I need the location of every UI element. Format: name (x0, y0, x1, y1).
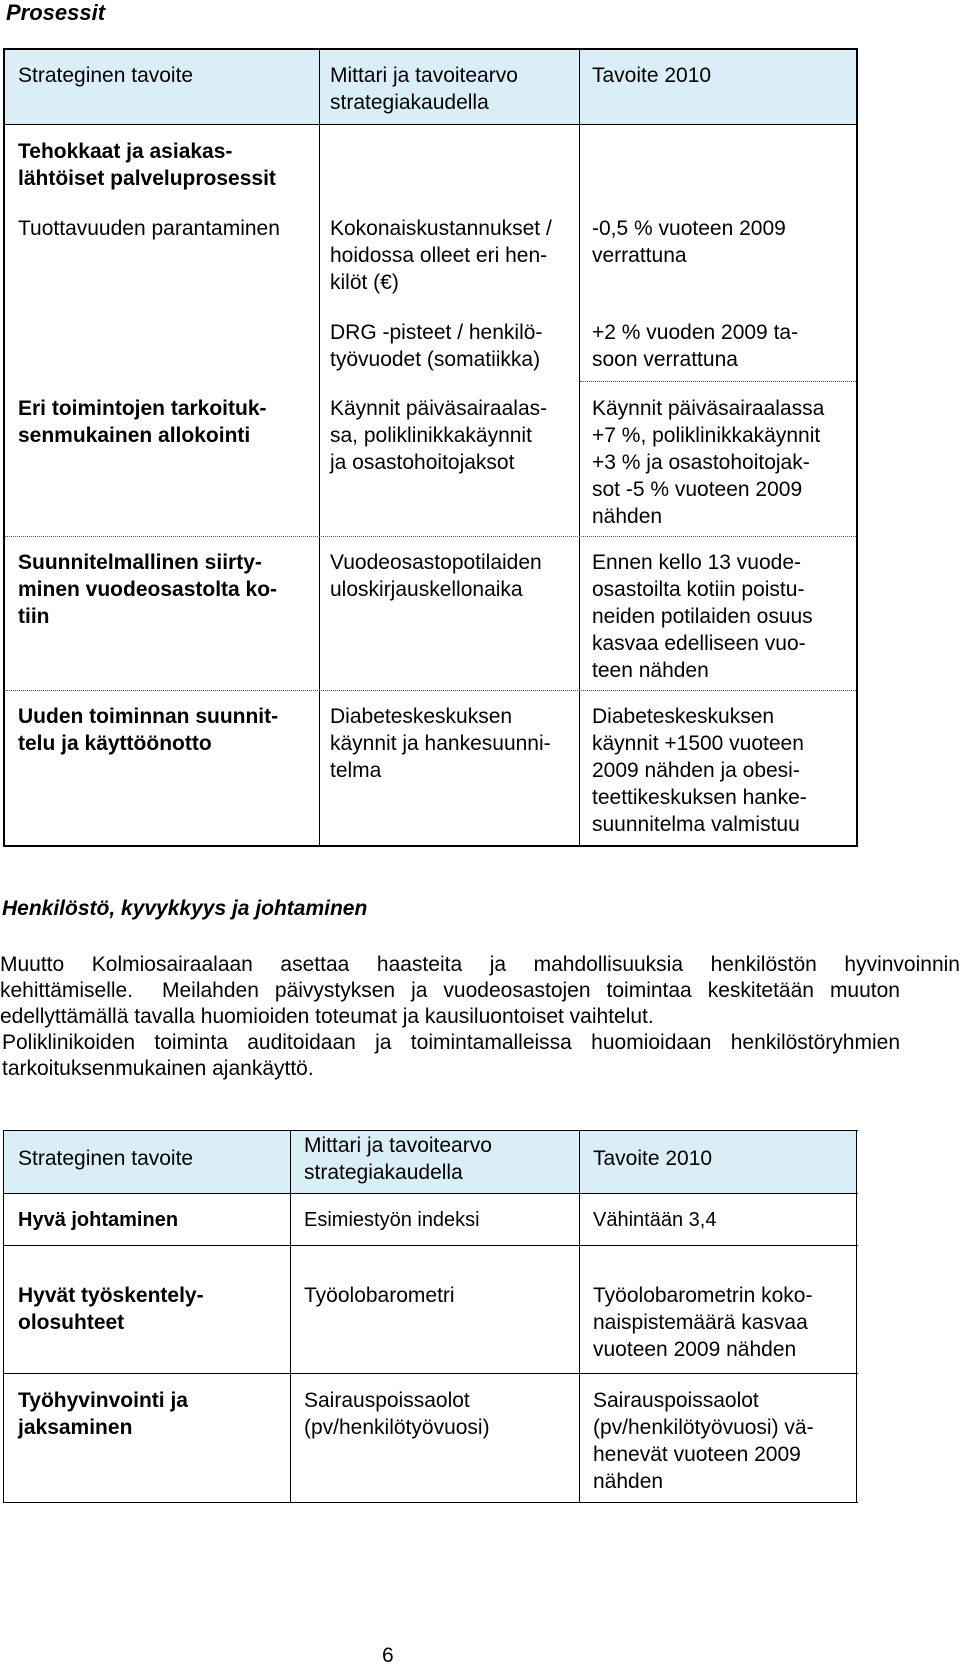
row-metric: Diabeteskeskuksen käynnit ja hankesuunni- telma (330, 705, 551, 782)
row-metric: Käynnit päiväsairaalas- sa, poliklinikkakäynnit ja osastohoitojaksot (330, 397, 548, 474)
table-border-top (3, 48, 858, 50)
table-border-top (3, 1130, 858, 1131)
row-target: +2 % vuoden 2009 ta- soon verrattuna (592, 321, 799, 371)
header-strategic-goal: Strateginen tavoite (18, 1147, 194, 1170)
row-separator (580, 381, 856, 382)
header-target-2010: Tavoite 2010 (592, 64, 712, 87)
header-target-2010: Tavoite 2010 (593, 1147, 713, 1170)
paragraph-line: kehittämiselle. (0, 979, 134, 1002)
header-strategic-goal: Strateginen tavoite (18, 64, 194, 87)
row-separator (5, 690, 856, 691)
row-metric: Työolobarometri (304, 1284, 455, 1307)
row-goal: Suunnitelmallinen siirty- minen vuodeosastolta ko- tiin (18, 551, 278, 628)
row-goal: Tuottavuuden parantaminen (18, 217, 280, 240)
paragraph-line: edellyttämällä tavalla huomioiden toteumat ja kausiluontoiset vaihtelut. (0, 1005, 654, 1028)
table-row-divider (3, 1373, 858, 1374)
section-title-prosessit: Prosessit (6, 0, 106, 25)
table-header-divider (3, 1193, 858, 1194)
section-title-henkilosto: Henkilöstö, kyvykkyys ja johtaminen (2, 897, 368, 920)
row-metric: Esimiestyön indeksi (304, 1209, 480, 1231)
row-target: Diabeteskeskuksen käynnit +1500 vuoteen 2009 nähden ja obesi- teettikeskuksen hanke- suunnitelma valmistuu (592, 705, 807, 836)
row-goal: Työhyvinvointi ja jaksaminen (18, 1389, 188, 1439)
paragraph-line: Poliklinikoiden toiminta auditoidaan ja toimintamalleissa huomioidaan henkilöstöryhmien (2, 1031, 900, 1054)
paragraph-line: Meilahden päivystyksen ja vuodeosastojen toimintaa keskitetään muuton (162, 979, 900, 1002)
row-separator (5, 536, 856, 537)
page-number: 6 (382, 1644, 394, 1667)
row-goal: Eri toimintojen tarkoituk- senmukainen allokointi (18, 397, 267, 447)
row-target: Sairauspoissaolot (pv/henkilötyövuosi) vä- henevät vuoteen 2009 nähden (593, 1389, 814, 1493)
row-target: Käynnit päiväsairaalassa +7 %, poliklinikkakäynnit +3 % ja osastohoitojak- sot -5 % vuoteen 2009 nähden (592, 397, 825, 528)
category-label: Tehokkaat ja asiakas- lähtöiset palveluprosessit (18, 140, 276, 190)
header-metric: Mittari ja tavoitearvo strategiakaudella (304, 1134, 492, 1184)
row-metric: Vuodeosastopotilaiden uloskirjauskellonaika (330, 551, 542, 601)
table-border-right (856, 48, 858, 847)
row-goal: Hyvät työskentely- olosuhteet (18, 1284, 204, 1334)
row-metric: Kokonaiskustannukset / hoidossa olleet eri hen- kilöt (€) (330, 217, 552, 294)
table-border-bottom (3, 1502, 858, 1503)
row-target: Vähintään 3,4 (593, 1209, 717, 1231)
header-metric: Mittari ja tavoitearvo strategiakaudella (330, 64, 518, 114)
row-metric: Sairauspoissaolot (pv/henkilötyövuosi) (304, 1389, 490, 1439)
paragraph-line: tarkoituksenmukainen ajankäyttö. (2, 1057, 314, 1080)
row-goal: Uuden toiminnan suunnit- telu ja käyttöönotto (18, 705, 279, 755)
row-target: Työolobarometrin koko- naispistemäärä kasvaa vuoteen 2009 nähden (593, 1284, 813, 1361)
table-border-right (856, 1130, 857, 1503)
row-metric: DRG -pisteet / henkilö- työvuodet (somatiikka) (330, 321, 543, 371)
row-goal: Hyvä johtaminen (18, 1209, 179, 1231)
paragraph-line: Muutto Kolmiosairaalaan asettaa haasteita ja mahdollisuuksia henkilöstön hyvinvoinnin (0, 953, 960, 976)
table-border-bottom (3, 845, 858, 847)
row-target: -0,5 % vuoteen 2009 verrattuna (592, 217, 786, 267)
table-header-divider (3, 124, 858, 125)
row-target: Ennen kello 13 vuode- osastoilta kotiin poistu- neiden potilaiden osuus kasvaa edelliseen vuo- teen nähden (592, 551, 813, 682)
table-row-divider (3, 1245, 858, 1246)
